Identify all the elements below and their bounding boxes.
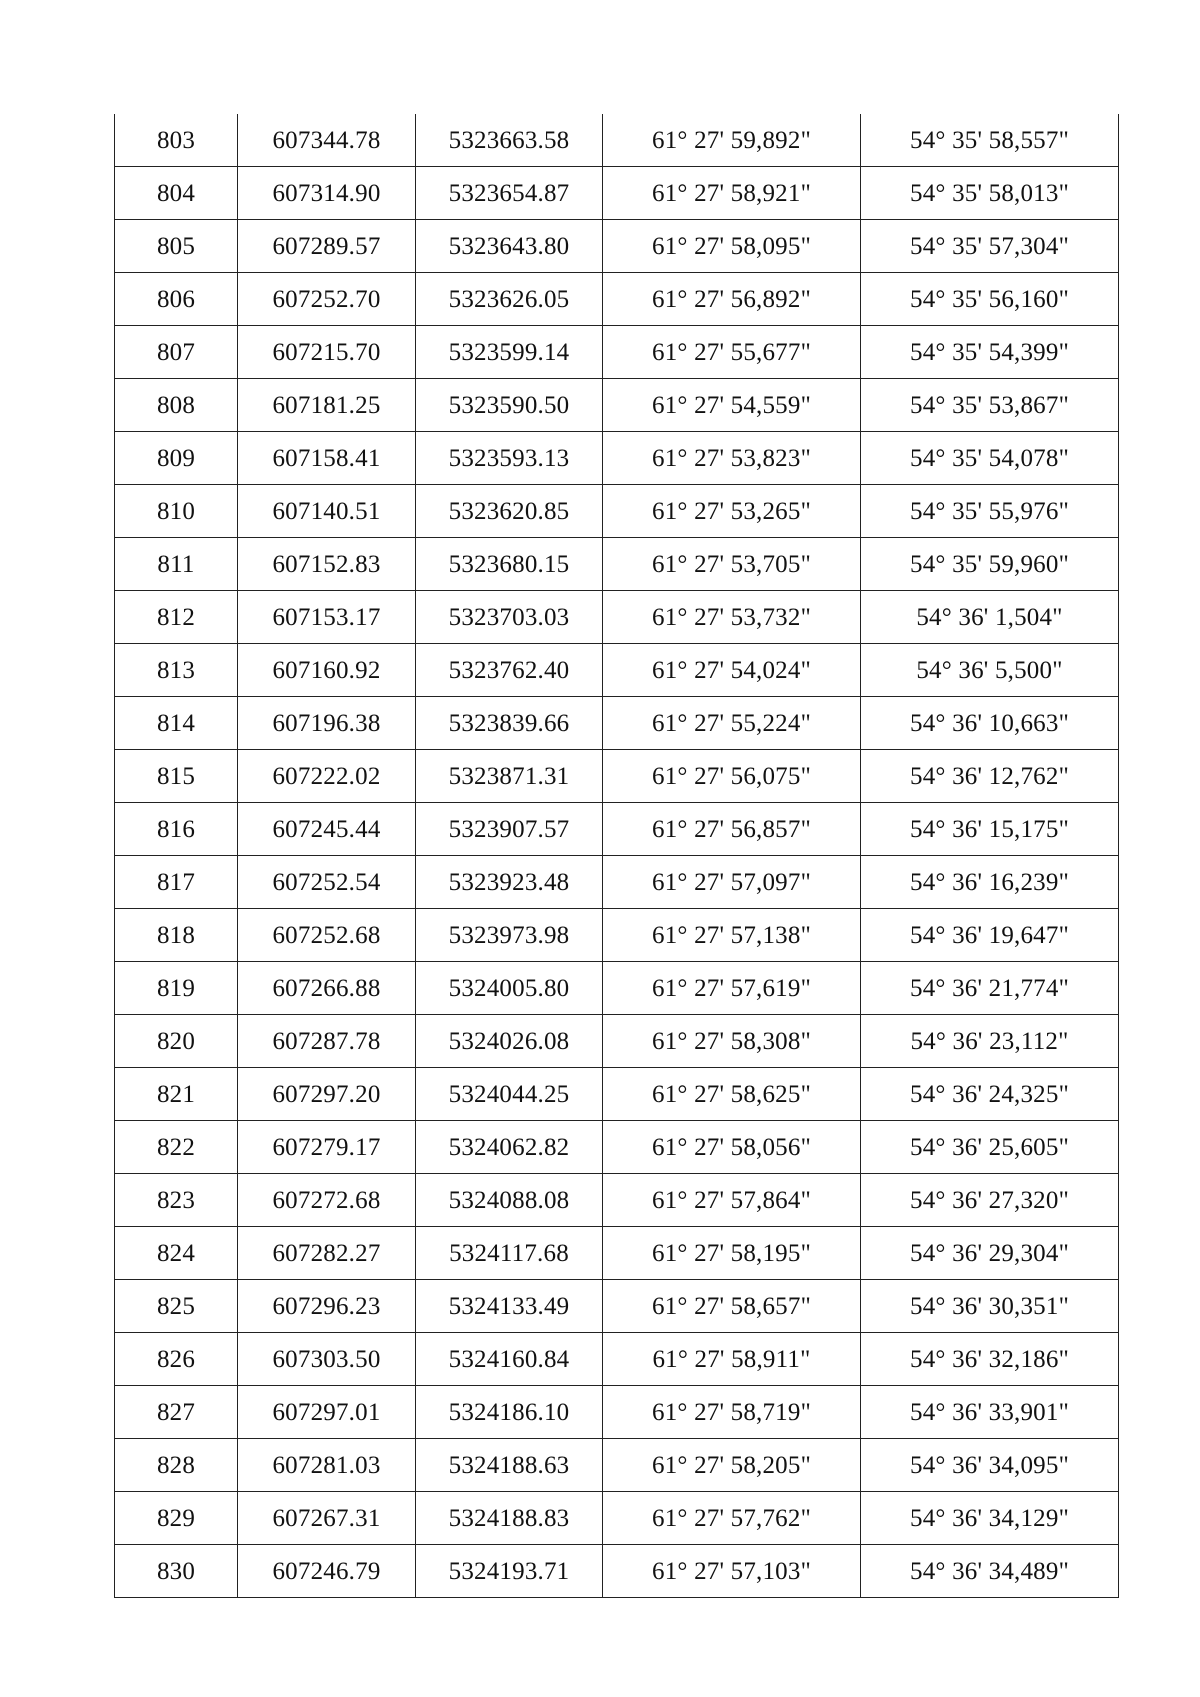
table-row [115,1174,1119,1227]
longitude-cell: 61° 27' 55,677" [603,326,861,379]
y-coordinate-cell: 5323663.58 [416,114,603,167]
x-coordinate-cell: 607245.44 [238,803,416,856]
table-row [115,538,1119,591]
latitude-cell: 54° 36' 23,112" [861,1015,1119,1068]
table-row [115,1386,1119,1439]
table-row [115,432,1119,485]
x-coordinate-cell: 607314.90 [238,167,416,220]
x-coordinate-cell: 607252.68 [238,909,416,962]
point-number-cell: 829 [115,1492,238,1545]
latitude-cell: 54° 35' 55,976" [861,485,1119,538]
latitude-cell: 54° 36' 19,647" [861,909,1119,962]
table-row [115,856,1119,909]
longitude-cell: 61° 27' 58,719" [603,1386,861,1439]
x-coordinate-cell: 607215.70 [238,326,416,379]
y-coordinate-cell: 5324186.10 [416,1386,603,1439]
y-coordinate-cell: 5324160.84 [416,1333,603,1386]
longitude-cell: 61° 27' 57,097" [603,856,861,909]
x-coordinate-cell: 607153.17 [238,591,416,644]
table-row [115,326,1119,379]
longitude-cell: 61° 27' 53,265" [603,485,861,538]
point-number-cell: 818 [115,909,238,962]
x-coordinate-cell: 607266.88 [238,962,416,1015]
point-number-cell: 820 [115,1015,238,1068]
x-coordinate-cell: 607272.68 [238,1174,416,1227]
x-coordinate-cell: 607297.20 [238,1068,416,1121]
point-number-cell: 824 [115,1227,238,1280]
x-coordinate-cell: 607282.27 [238,1227,416,1280]
y-coordinate-cell: 5323907.57 [416,803,603,856]
latitude-cell: 54° 36' 5,500" [861,644,1119,697]
table-row [115,220,1119,273]
x-coordinate-cell: 607140.51 [238,485,416,538]
table-row [115,962,1119,1015]
point-number-cell: 827 [115,1386,238,1439]
point-number-cell: 806 [115,273,238,326]
latitude-cell: 54° 36' 32,186" [861,1333,1119,1386]
table-row [115,1333,1119,1386]
y-coordinate-cell: 5323762.40 [416,644,603,697]
point-number-cell: 823 [115,1174,238,1227]
latitude-cell: 54° 35' 53,867" [861,379,1119,432]
latitude-cell: 54° 36' 29,304" [861,1227,1119,1280]
longitude-cell: 61° 27' 58,195" [603,1227,861,1280]
point-number-cell: 812 [115,591,238,644]
point-number-cell: 822 [115,1121,238,1174]
latitude-cell: 54° 35' 54,078" [861,432,1119,485]
longitude-cell: 61° 27' 58,056" [603,1121,861,1174]
latitude-cell: 54° 35' 54,399" [861,326,1119,379]
table-row [115,1068,1119,1121]
x-coordinate-cell: 607152.83 [238,538,416,591]
table-row [115,909,1119,962]
x-coordinate-cell: 607252.70 [238,273,416,326]
x-coordinate-cell: 607160.92 [238,644,416,697]
table-row [115,697,1119,750]
y-coordinate-cell: 5323620.85 [416,485,603,538]
longitude-cell: 61° 27' 54,559" [603,379,861,432]
longitude-cell: 61° 27' 58,625" [603,1068,861,1121]
coordinates-table-body [115,114,1119,1598]
latitude-cell: 54° 35' 56,160" [861,273,1119,326]
y-coordinate-cell: 5323626.05 [416,273,603,326]
y-coordinate-cell: 5323643.80 [416,220,603,273]
latitude-cell: 54° 36' 30,351" [861,1280,1119,1333]
latitude-cell: 54° 35' 58,557" [861,114,1119,167]
point-number-cell: 808 [115,379,238,432]
table-row [115,485,1119,538]
latitude-cell: 54° 36' 12,762" [861,750,1119,803]
y-coordinate-cell: 5324188.63 [416,1439,603,1492]
y-coordinate-cell: 5324193.71 [416,1545,603,1598]
y-coordinate-cell: 5323703.03 [416,591,603,644]
table-row [115,167,1119,220]
coordinates-table [114,114,1119,1598]
x-coordinate-cell: 607158.41 [238,432,416,485]
longitude-cell: 61° 27' 56,075" [603,750,861,803]
table-row [115,750,1119,803]
y-coordinate-cell: 5324026.08 [416,1015,603,1068]
latitude-cell: 54° 36' 34,095" [861,1439,1119,1492]
x-coordinate-cell: 607289.57 [238,220,416,273]
x-coordinate-cell: 607252.54 [238,856,416,909]
table-row [115,1439,1119,1492]
point-number-cell: 814 [115,697,238,750]
longitude-cell: 61° 27' 58,921" [603,167,861,220]
latitude-cell: 54° 35' 57,304" [861,220,1119,273]
latitude-cell: 54° 36' 10,663" [861,697,1119,750]
table-row [115,591,1119,644]
longitude-cell: 61° 27' 53,705" [603,538,861,591]
point-number-cell: 811 [115,538,238,591]
point-number-cell: 815 [115,750,238,803]
point-number-cell: 816 [115,803,238,856]
latitude-cell: 54° 36' 34,129" [861,1492,1119,1545]
latitude-cell: 54° 36' 27,320" [861,1174,1119,1227]
point-number-cell: 830 [115,1545,238,1598]
latitude-cell: 54° 35' 58,013" [861,167,1119,220]
x-coordinate-cell: 607279.17 [238,1121,416,1174]
x-coordinate-cell: 607297.01 [238,1386,416,1439]
latitude-cell: 54° 35' 59,960" [861,538,1119,591]
y-coordinate-cell: 5323593.13 [416,432,603,485]
longitude-cell: 61° 27' 58,308" [603,1015,861,1068]
x-coordinate-cell: 607181.25 [238,379,416,432]
y-coordinate-cell: 5323680.15 [416,538,603,591]
table-row [115,644,1119,697]
longitude-cell: 61° 27' 57,138" [603,909,861,962]
latitude-cell: 54° 36' 15,175" [861,803,1119,856]
latitude-cell: 54° 36' 33,901" [861,1386,1119,1439]
latitude-cell: 54° 36' 34,489" [861,1545,1119,1598]
table-row [115,1492,1119,1545]
point-number-cell: 813 [115,644,238,697]
y-coordinate-cell: 5323871.31 [416,750,603,803]
x-coordinate-cell: 607296.23 [238,1280,416,1333]
point-number-cell: 826 [115,1333,238,1386]
longitude-cell: 61° 27' 56,892" [603,273,861,326]
y-coordinate-cell: 5323923.48 [416,856,603,909]
latitude-cell: 54° 36' 24,325" [861,1068,1119,1121]
point-number-cell: 817 [115,856,238,909]
point-number-cell: 821 [115,1068,238,1121]
point-number-cell: 803 [115,114,238,167]
x-coordinate-cell: 607344.78 [238,114,416,167]
longitude-cell: 61° 27' 57,762" [603,1492,861,1545]
y-coordinate-cell: 5323973.98 [416,909,603,962]
y-coordinate-cell: 5324005.80 [416,962,603,1015]
x-coordinate-cell: 607246.79 [238,1545,416,1598]
longitude-cell: 61° 27' 53,732" [603,591,861,644]
latitude-cell: 54° 36' 1,504" [861,591,1119,644]
longitude-cell: 61° 27' 57,864" [603,1174,861,1227]
longitude-cell: 61° 27' 57,103" [603,1545,861,1598]
y-coordinate-cell: 5324062.82 [416,1121,603,1174]
y-coordinate-cell: 5324133.49 [416,1280,603,1333]
latitude-cell: 54° 36' 21,774" [861,962,1119,1015]
point-number-cell: 810 [115,485,238,538]
point-number-cell: 825 [115,1280,238,1333]
x-coordinate-cell: 607281.03 [238,1439,416,1492]
point-number-cell: 807 [115,326,238,379]
longitude-cell: 61° 27' 53,823" [603,432,861,485]
point-number-cell: 804 [115,167,238,220]
x-coordinate-cell: 607287.78 [238,1015,416,1068]
y-coordinate-cell: 5323599.14 [416,326,603,379]
x-coordinate-cell: 607267.31 [238,1492,416,1545]
y-coordinate-cell: 5324117.68 [416,1227,603,1280]
y-coordinate-cell: 5324044.25 [416,1068,603,1121]
longitude-cell: 61° 27' 55,224" [603,697,861,750]
longitude-cell: 61° 27' 58,095" [603,220,861,273]
latitude-cell: 54° 36' 16,239" [861,856,1119,909]
longitude-cell: 61° 27' 57,619" [603,962,861,1015]
x-coordinate-cell: 607196.38 [238,697,416,750]
point-number-cell: 805 [115,220,238,273]
longitude-cell: 61° 27' 59,892" [603,114,861,167]
table-row [115,803,1119,856]
table-row [115,273,1119,326]
longitude-cell: 61° 27' 58,911" [603,1333,861,1386]
table-row [115,379,1119,432]
point-number-cell: 819 [115,962,238,1015]
y-coordinate-cell: 5324088.08 [416,1174,603,1227]
point-number-cell: 828 [115,1439,238,1492]
x-coordinate-cell: 607303.50 [238,1333,416,1386]
table-row [115,1121,1119,1174]
longitude-cell: 61° 27' 58,205" [603,1439,861,1492]
longitude-cell: 61° 27' 58,657" [603,1280,861,1333]
longitude-cell: 61° 27' 56,857" [603,803,861,856]
latitude-cell: 54° 36' 25,605" [861,1121,1119,1174]
table-row [115,1015,1119,1068]
y-coordinate-cell: 5324188.83 [416,1492,603,1545]
x-coordinate-cell: 607222.02 [238,750,416,803]
longitude-cell: 61° 27' 54,024" [603,644,861,697]
y-coordinate-cell: 5323839.66 [416,697,603,750]
point-number-cell: 809 [115,432,238,485]
table-row [115,1227,1119,1280]
y-coordinate-cell: 5323590.50 [416,379,603,432]
table-row [115,114,1119,167]
table-row [115,1545,1119,1598]
y-coordinate-cell: 5323654.87 [416,167,603,220]
table-row [115,1280,1119,1333]
